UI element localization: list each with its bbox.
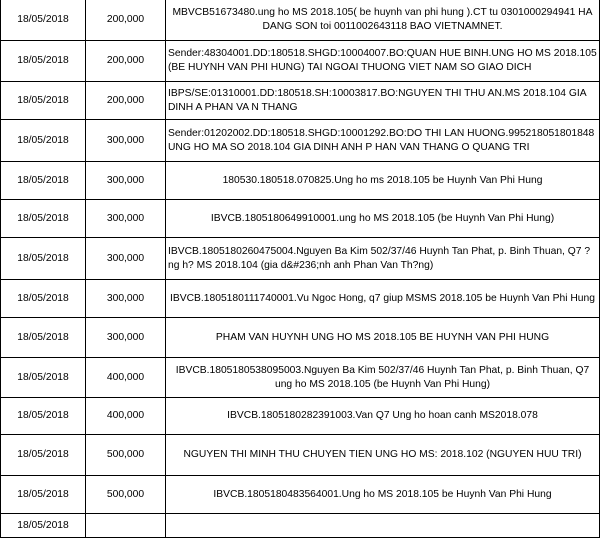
table-row <box>1 318 600 358</box>
table-row <box>1 238 600 280</box>
table-row <box>1 120 600 162</box>
description-cell: IBVCB.1805180483564001.Ung ho MS 2018.105 be Huynh Van Phi Hung <box>166 476 600 514</box>
date-cell: 18/05/2018 <box>1 0 86 41</box>
description-cell: 180530.180518.070825.Ung ho ms 2018.105 be Huynh Van Phi Hung <box>166 162 600 200</box>
description-cell: IBVCB.1805180538095003.Nguyen Ba Kim 502/37/46 Huynh Tan Phat, p. Binh Thuan, Q7 ung ho MS 2018.105 (be Huynh Van Phi Hung) <box>166 358 600 398</box>
description-cell: IBVCB.1805180282391003.Van Q7 Ung ho hoan canh MS2018.078 <box>166 398 600 435</box>
amount-cell: 300,000 <box>86 120 166 162</box>
amount-cell: 500,000 <box>86 476 166 514</box>
table-row <box>1 435 600 476</box>
description-cell: PHAM VAN HUYNH UNG HO MS 2018.105 BE HUYNH VAN PHI HUNG <box>166 318 600 358</box>
date-cell: 18/05/2018 <box>1 238 86 280</box>
donation-table-body <box>1 0 600 538</box>
amount-cell: 300,000 <box>86 280 166 318</box>
table-row <box>1 162 600 200</box>
description-cell: NGUYEN THI MINH THU CHUYEN TIEN UNG HO MS: 2018.102 (NGUYEN HUU TRI) <box>166 435 600 476</box>
amount-cell: 200,000 <box>86 0 166 41</box>
date-cell: 18/05/2018 <box>1 476 86 514</box>
amount-cell: 300,000 <box>86 318 166 358</box>
amount-cell: 400,000 <box>86 358 166 398</box>
amount-cell: 200,000 <box>86 41 166 82</box>
date-cell: 18/05/2018 <box>1 318 86 358</box>
date-cell: 18/05/2018 <box>1 120 86 162</box>
table-row <box>1 514 600 538</box>
amount-cell: 300,000 <box>86 238 166 280</box>
table-row <box>1 41 600 82</box>
description-cell: IBVCB.1805180111740001.Vu Ngoc Hong, q7 giup MSMS 2018.105 be Huynh Van Phi Hung <box>166 280 600 318</box>
date-cell: 18/05/2018 <box>1 162 86 200</box>
table-row <box>1 398 600 435</box>
amount-cell <box>86 514 166 538</box>
amount-cell: 400,000 <box>86 398 166 435</box>
date-cell: 18/05/2018 <box>1 514 86 538</box>
date-cell: 18/05/2018 <box>1 200 86 238</box>
description-cell: IBPS/SE:01310001.DD:180518.SH:10003817.BO:NGUYEN THI THU AN.MS 2018.104 GIA DINH A PHAN VA N THANG <box>166 82 600 120</box>
amount-cell: 200,000 <box>86 82 166 120</box>
description-cell: IBVCB.1805180649910001.ung ho MS 2018.105 (be Huynh Van Phi Hung) <box>166 200 600 238</box>
date-cell: 18/05/2018 <box>1 82 86 120</box>
amount-cell: 300,000 <box>86 200 166 238</box>
description-cell: Sender:01202002.DD:180518.SHGD:10001292.BO:DO THI LAN HUONG.995218051801848 UNG HO MA SO 2018.104 GIA DINH ANH P HAN VAN THANG O QUANG TRI <box>166 120 600 162</box>
description-cell: Sender:48304001.DD:180518.SHGD:10004007.BO:QUAN HUE BINH.UNG HO MS 2018.105 (BE HUYNH VAN PHI HUNG) TAI NGOAI THUONG VIET NAM SO GIAO DICH <box>166 41 600 82</box>
date-cell: 18/05/2018 <box>1 398 86 435</box>
amount-cell: 500,000 <box>86 435 166 476</box>
table-row <box>1 200 600 238</box>
date-cell: 18/05/2018 <box>1 358 86 398</box>
description-cell: IBVCB.1805180260475004.Nguyen Ba Kim 502/37/46 Huynh Tan Phat, p. Binh Thuan, Q7 ?ng h? MS 2018.104 (gia d&#236;nh anh Phan Van Th?ng) <box>166 238 600 280</box>
table-row <box>1 476 600 514</box>
amount-cell: 300,000 <box>86 162 166 200</box>
table-row <box>1 0 600 41</box>
description-cell: MBVCB51673480.ung ho MS 2018.105( be huynh van phi hung ).CT tu 0301000294941 HA DANG SON toi 0011002643118 BAO VIETNAMNET. <box>166 0 600 41</box>
table-row <box>1 82 600 120</box>
table-row <box>1 280 600 318</box>
date-cell: 18/05/2018 <box>1 435 86 476</box>
table-row <box>1 358 600 398</box>
date-cell: 18/05/2018 <box>1 280 86 318</box>
description-cell <box>166 514 600 538</box>
date-cell: 18/05/2018 <box>1 41 86 82</box>
